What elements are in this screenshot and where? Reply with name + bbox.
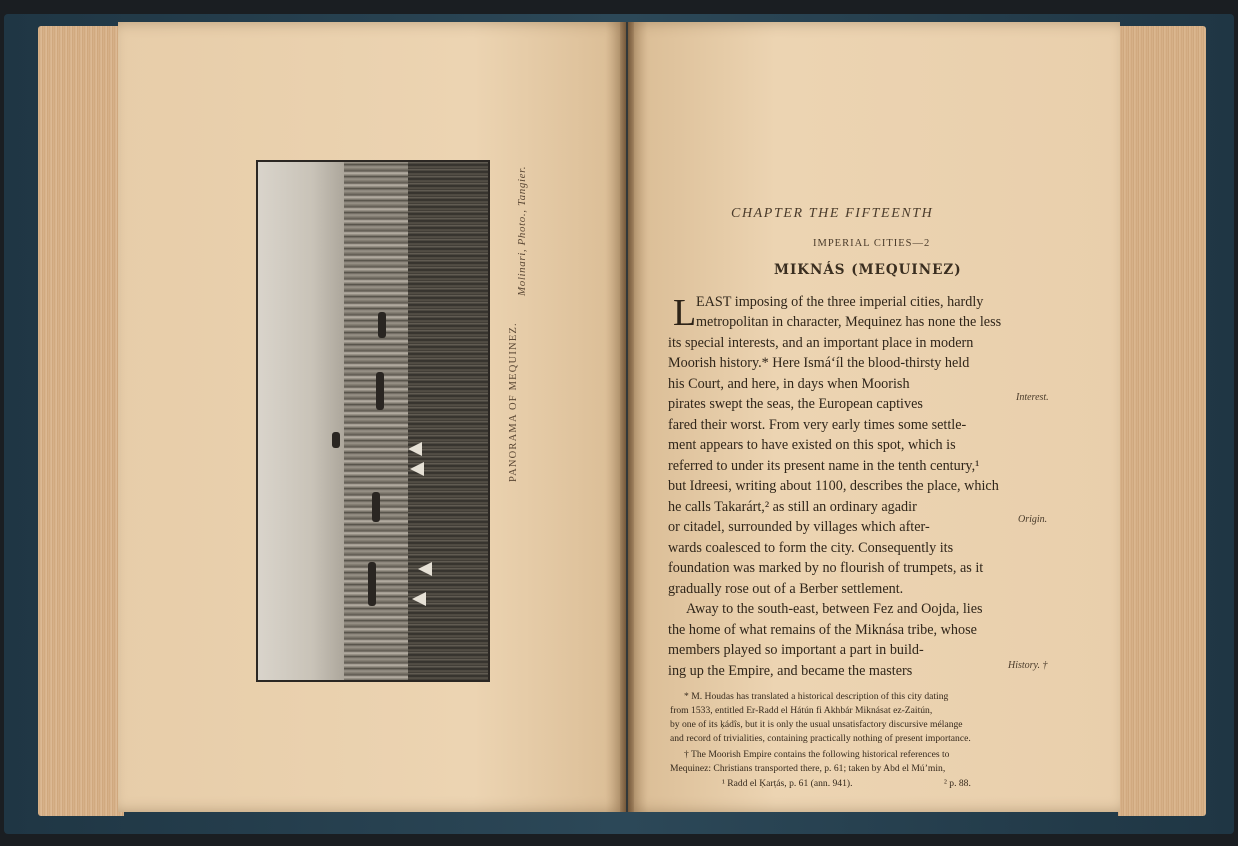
drop-cap: L	[673, 292, 697, 334]
footnote-line: by one of its ḳádîs, but it is only the usual unsatisfactory discursive mélange	[670, 719, 963, 730]
plate-tent	[418, 562, 432, 576]
margin-note-history: History. †	[1008, 660, 1048, 671]
left-page-edges	[38, 26, 124, 816]
book-gutter	[620, 22, 634, 812]
plate-tent	[408, 442, 422, 456]
chapter-title: MIKNÁS (MEQUINEZ)	[774, 262, 962, 278]
body-line: ing up the Empire, and became the masters	[668, 663, 913, 679]
bottom-reference-2: ² p. 88.	[944, 778, 971, 789]
footnote-line: and record of trivialities, containing practically nothing of present importance.	[670, 733, 971, 744]
body-line: its special interests, and an important place in modern	[668, 335, 974, 351]
body-line: or citadel, surrounded by villages which after-	[668, 519, 930, 535]
margin-note-interest: Interest.	[1016, 392, 1049, 403]
body-line: members played so important a part in build-	[668, 642, 924, 658]
body-line: EAST imposing of the three imperial cities, hardly	[696, 294, 984, 310]
body-line: his Court, and here, in days when Moorish	[668, 376, 910, 392]
footnote-line: Mequinez: Christians transported there, p. 61; taken by Abd el Mú’min,	[670, 763, 946, 774]
body-line: metropolitan in character, Mequinez has none the less	[696, 314, 1002, 330]
plate-tree	[378, 312, 386, 338]
margin-note-origin: Origin.	[1018, 514, 1048, 525]
plate-tent	[412, 592, 426, 606]
body-line: but Idreesi, writing about 1100, describes the place, which	[668, 478, 999, 494]
right-page-edges	[1118, 26, 1206, 816]
plate-credit: Molinari, Photo., Tangier.	[516, 165, 528, 296]
body-line: ment appears to have existed on this spot, which is	[668, 437, 956, 453]
body-line: referred to under its present name in the tenth century,¹	[668, 458, 980, 474]
bottom-reference-1: ¹ Radd el Ḳarṭás, p. 61 (ann. 941).	[722, 778, 853, 789]
body-line: the home of what remains of the Miknása tribe, whose	[668, 622, 977, 638]
body-line: fared their worst. From very early times some settle-	[668, 417, 967, 433]
plate-tent	[410, 462, 424, 476]
body-line: he calls Takarárt,² as still an ordinary agadir	[668, 499, 917, 515]
body-line: Away to the south-east, between Fez and Oojda, lies	[686, 601, 983, 617]
plate-caption: PANORAMA OF MEQUINEZ.	[508, 322, 519, 482]
plate-minaret	[332, 432, 340, 448]
body-line: pirates swept the seas, the European captives	[668, 396, 923, 412]
footnote-line: from 1533, entitled Er-Radd el Hátún fi Akhbár Miknásat ez-Zaitún,	[670, 705, 933, 716]
plate-tree	[372, 492, 380, 522]
plate-sky	[258, 162, 348, 680]
chapter-subheading: IMPERIAL CITIES—2	[813, 238, 931, 249]
body-line: foundation was marked by no flourish of trumpets, as it	[668, 560, 984, 576]
panorama-plate	[256, 160, 490, 682]
footnote-line: † The Moorish Empire contains the following historical references to	[684, 749, 950, 760]
body-line: Moorish history.* Here Ismá‘íl the blood-thirsty held	[668, 355, 970, 371]
plate-city-skyline	[344, 162, 414, 680]
body-line: gradually rose out of a Berber settlement.	[668, 581, 904, 597]
chapter-heading: CHAPTER THE FIFTEENTH	[731, 206, 934, 221]
footnote-line: * M. Houdas has translated a historical description of this city dating	[684, 691, 949, 702]
plate-tree	[376, 372, 384, 410]
plate-tree	[368, 562, 376, 606]
body-line: wards coalesced to form the city. Consequently its	[668, 540, 954, 556]
